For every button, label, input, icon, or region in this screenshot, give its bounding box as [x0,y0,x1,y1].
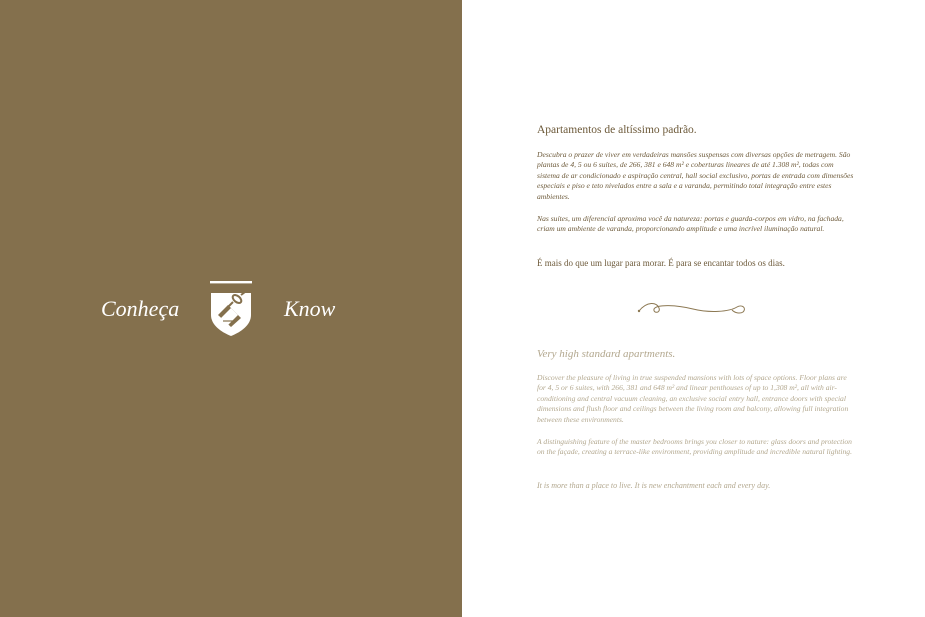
portuguese-tagline: É mais do que um lugar para morar. É para se encantar todos os dias. [537,258,785,268]
portuguese-title: Apartamentos de altíssimo padrão. [537,124,697,136]
portuguese-paragraph-2: Nas suítes, um diferencial aproxima você da natureza: portas e guarda-corpos em vidro, na fachada, criam um ambiente de varanda, proporcionando amplitude e uma incrível iluminação natural. [537,214,844,234]
english-paragraph-2: A distinguishing feature of the master bedrooms brings you closer to nature: glass doors and protection on the façade, creating a terrace-like environment, providing amplitude and incredible natural lighting. [537,437,853,457]
flourish-icon [637,299,749,319]
rolled-plan-shield-icon [207,281,255,337]
left-panel [0,0,462,617]
english-tagline: It is more than a place to live. It is new enchantment each and every day. [537,481,771,490]
heading-know: Know [284,296,336,321]
heading-conheca: Conheça [101,296,180,321]
portuguese-paragraph-1: Descubra o prazer de viver em verdadeiras mansões suspensas com diversas opções de metragem. São plantas de 4, 5 ou 6 suítes, de 266, 381 e 648 m² e coberturas lineares de até 1.308 m², todas com sistema de ar condicionado e aspiração central, hall social exclusivo, portas de entrada com dimensões especiais e piso e teto nivelados entre a sala e a varanda, permitindo total integração entre estes ambientes. [537,150,854,201]
english-paragraph-1: Discover the pleasure of living in true suspended mansions with lots of space options. Floor plans are for 4, 5 or 6 suites, with 266, 381 and 648 m² and linear penthouses of up to 1,308 m², all with air-conditioning and central vacuum cleaning, an exclusive social entry hall, entrance doors with special dimensions and flush floor and ceilings between the living room and balcony, allowing full integration between these environments. [537,373,849,424]
english-title: Very high standard apartments. [537,348,676,360]
